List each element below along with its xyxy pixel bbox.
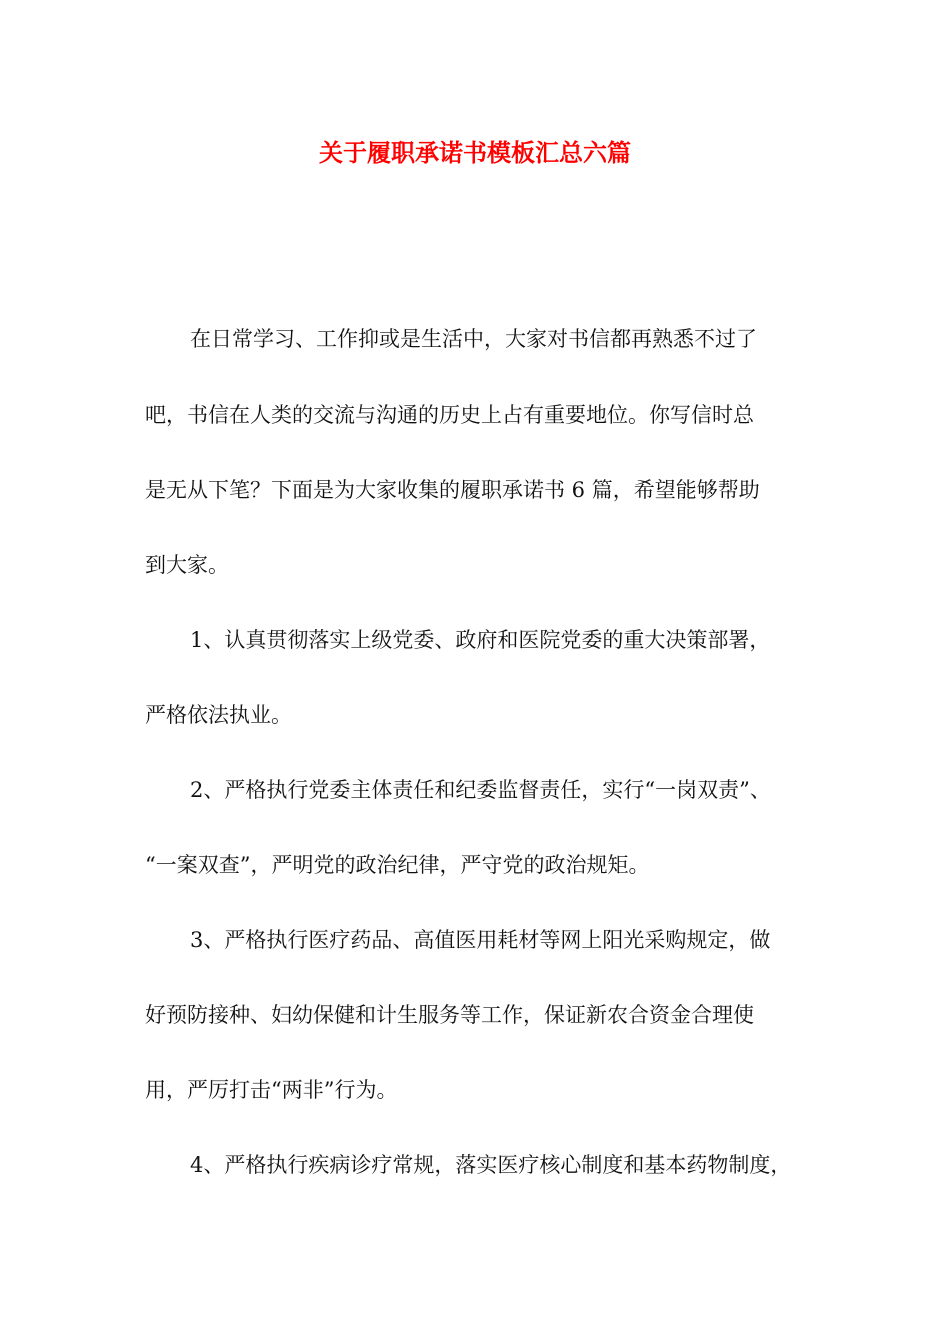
paragraph-line: 在日常学习、工作抑或是生活中，大家对书信都再熟悉不过了 xyxy=(190,327,757,351)
paragraph-line: “一案双查”，严明党的政治纪律，严守党的政治规矩。 xyxy=(145,853,650,877)
paragraph-line: 是无从下笔？下面是为大家收集的履职承诺书 6 篇，希望能够帮助 xyxy=(145,478,760,502)
paragraph-line: 3、严格执行医疗药品、高值医用耗材等网上阳光采购规定，做 xyxy=(190,928,771,952)
paragraph-line: 1、认真贯彻落实上级党委、政府和医院党委的重大决策部署， xyxy=(190,628,771,652)
paragraph-line: 4、严格执行疾病诊疗常规，落实医疗核心制度和基本药物制度， xyxy=(190,1153,792,1177)
paragraph-line: 好预防接种、妇幼保健和计生服务等工作，保证新农合资金合理使 xyxy=(145,1003,754,1027)
paragraph-line: 2、严格执行党委主体责任和纪委监督责任，实行“一岗双责”、 xyxy=(190,778,771,802)
document-title: 关于履职承诺书模板汇总六篇 xyxy=(319,138,631,167)
paragraph-line: 用，严厉打击“两非”行为。 xyxy=(145,1078,398,1102)
paragraph-line: 严格依法执业。 xyxy=(145,703,292,727)
paragraph-line: 到大家。 xyxy=(145,553,229,577)
paragraph-line: 吧，书信在人类的交流与沟通的历史上占有重要地位。你写信时总 xyxy=(145,403,754,427)
